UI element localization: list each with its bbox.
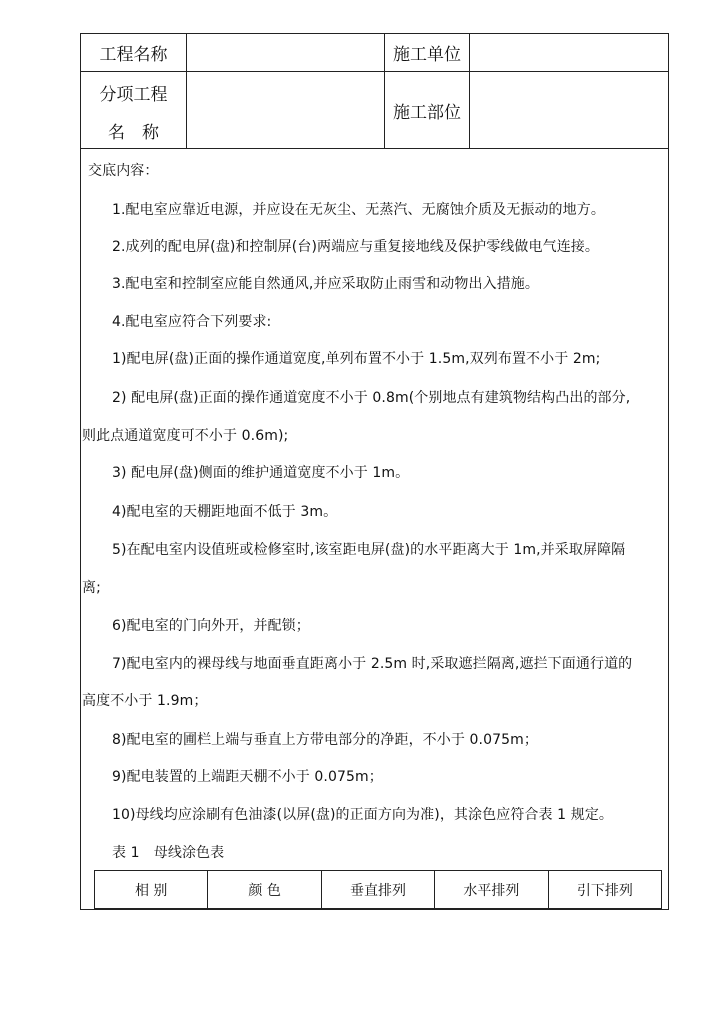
project-name-value[interactable] xyxy=(187,34,384,71)
content-line: 则此点通道宽度可不小于 0.6m); xyxy=(82,428,289,444)
content-line: 10)母线均应涂刷有色油漆(以屏(盘)的正面方向为准)，其涂色应符合表 1 规定。 xyxy=(112,807,614,823)
sub-project-label-line2: 名 称 xyxy=(108,122,159,143)
row-divider xyxy=(80,148,669,149)
content-line: 3.配电室和控制室应能自然通风,并应采取防止雨雪和动物出入措施。 xyxy=(112,276,540,292)
construction-unit-value[interactable] xyxy=(470,34,668,71)
content-line: 9)配电装置的上端距天棚不小于 0.075m； xyxy=(112,769,383,785)
content-line: 6)配电室的门向外开，并配锁； xyxy=(112,618,310,634)
content-line: 1)配电屏(盘)正面的操作通道宽度,单列布置不小于 1.5m,双列布置不小于 2m; xyxy=(112,351,601,367)
content-line: 8)配电室的圃栏上端与垂直上方带电部分的净距，不小于 0.075m； xyxy=(112,732,538,748)
content-heading: 交底内容： xyxy=(88,163,159,179)
construction-part-value[interactable] xyxy=(470,72,668,148)
content-line: 7)配电室内的裸母线与地面垂直距离小于 2.5m 时,采取遮拦隔离,遮拦下面通行道的 xyxy=(112,656,633,672)
construction-part-label: 施工部位 xyxy=(393,102,461,123)
content-line: 高度不小于 1.9m； xyxy=(82,693,208,709)
table-caption: 表 1 母线涂色表 xyxy=(112,845,225,861)
construction-unit-label: 施工单位 xyxy=(393,45,461,65)
content-line: 5)在配电室内设值班或检修室时,该室距电屏(盘)的水平距离大于 1m,并采取屏障隔 xyxy=(112,542,626,558)
table-header-downlead: 引下排列 xyxy=(576,882,633,899)
content-line: 4.配电室应符合下列要求: xyxy=(112,314,272,330)
content-line: 2.成列的配电屏(盘)和控制屏(台)两端应与重复接地线及保护零线做电气连接。 xyxy=(112,239,600,255)
table-header-horizontal: 水平排列 xyxy=(435,871,548,908)
content-line: 离; xyxy=(82,580,101,596)
sub-project-label-line1: 分项工程 xyxy=(99,84,168,105)
table-header-phase: 相 别 xyxy=(95,871,208,908)
table-header-vertical: 垂直排列 xyxy=(322,871,435,908)
busbar-color-table xyxy=(94,870,662,909)
content-line: 1.配电室应靠近电源，并应设在无灰尘、无蒸汽、无腐蚀介质及无振动的地方。 xyxy=(112,202,605,218)
sub-project-value[interactable] xyxy=(187,72,384,148)
table-header-color: 颜 色 xyxy=(208,871,321,908)
content-line: 3) 配电屏(盘)侧面的维护通道宽度不小于 1m。 xyxy=(112,465,410,481)
project-name-label: 工程名称 xyxy=(99,45,168,65)
content-line: 4)配电室的天棚距地面不低于 3m。 xyxy=(112,504,338,520)
content-line: 2) 配电屏(盘)正面的操作通道宽度不小于 0.8m(个别地点有建筑物结构凸出的部分, xyxy=(112,390,631,406)
